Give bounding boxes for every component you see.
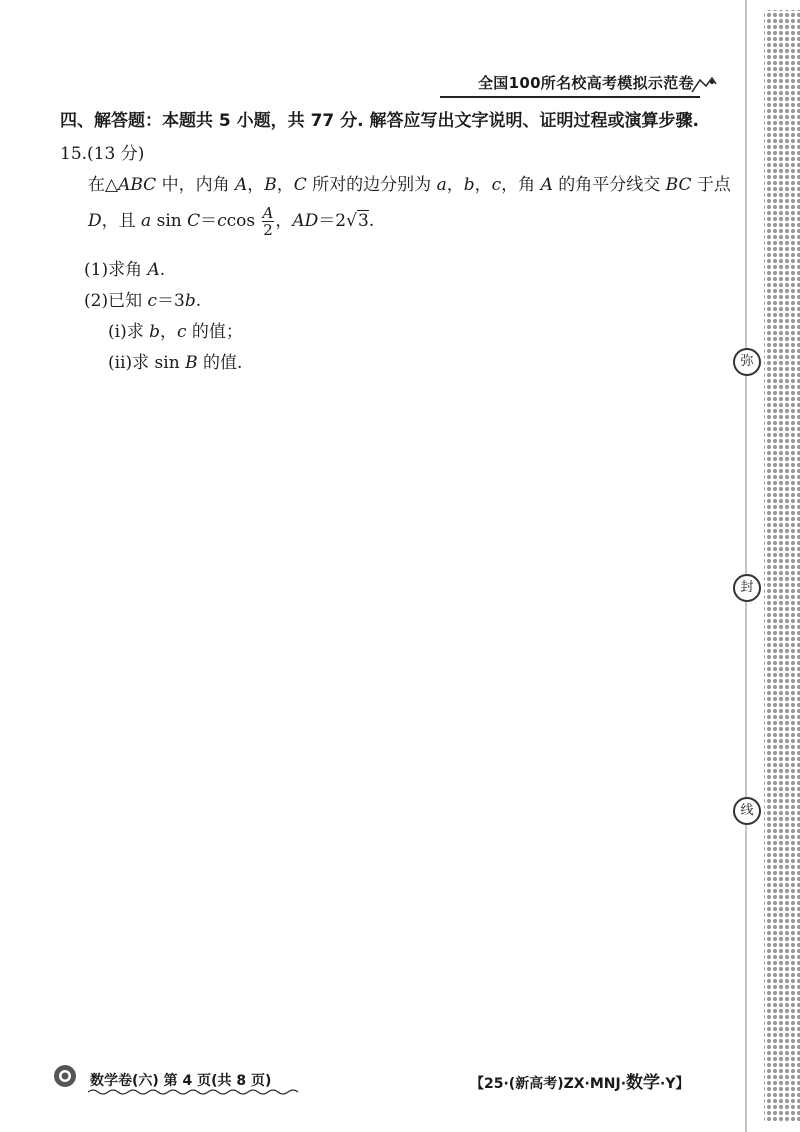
- part-2-i-comma: ，: [160, 322, 177, 342]
- binding-mark-seal: 弥: [733, 348, 761, 376]
- stem-comma: ，: [247, 175, 265, 195]
- var-c-angle: C: [293, 175, 307, 195]
- var-triangle-abc: ABC: [118, 175, 157, 195]
- var-a-angle: A: [234, 175, 248, 195]
- header-title: 全国100所名校高考模拟示范卷: [478, 74, 694, 92]
- footer-wave-underline: [88, 1088, 303, 1096]
- part-2-end: .: [195, 291, 202, 311]
- question-number: [60, 139, 144, 164]
- var-c-side: c: [147, 291, 158, 311]
- stem-text: ，且: [101, 211, 142, 231]
- var-c-side: c: [491, 175, 502, 195]
- footer-code: 【25·(新高考)ZX·MNJ·: [470, 1076, 627, 1092]
- part-2-ii: [108, 348, 242, 373]
- var-a-side: a: [141, 211, 152, 231]
- question-points: (13 分): [87, 144, 145, 164]
- sin-function: sin: [156, 211, 188, 231]
- var-d: D: [88, 211, 102, 231]
- var-c-side: c: [177, 322, 187, 342]
- stem-comma: ，: [276, 175, 294, 195]
- stem-text: 在△: [88, 175, 119, 195]
- binding-strip: [742, 0, 800, 1132]
- half-angle-fraction: [262, 205, 275, 238]
- var-b-angle: B: [185, 353, 198, 373]
- part-1-label: (1)求角: [84, 260, 148, 280]
- sqrt-argument: 3: [357, 211, 369, 231]
- stem-comma: ，: [474, 175, 492, 195]
- part-2-ii-end: 的值.: [197, 353, 243, 373]
- var-c-angle: C: [187, 211, 201, 231]
- header-rule: [440, 96, 700, 98]
- stem-text: 于点: [691, 175, 731, 195]
- footer-code-end: ·Y】: [660, 1076, 690, 1092]
- var-a-angle: A: [540, 175, 553, 195]
- sqrt-icon: √: [346, 211, 357, 231]
- part-2-equals: ＝3: [157, 291, 185, 311]
- part-2-label: (2)已知: [84, 291, 148, 311]
- footer-logo-icon: [52, 1063, 78, 1089]
- part-1: [84, 255, 165, 280]
- stem-comma: ，: [446, 175, 464, 195]
- part-2-ii-label: (ⅱ)求 sin: [108, 353, 186, 373]
- stem-line-1: [88, 170, 731, 195]
- part-2: [84, 286, 201, 311]
- stem-text: ，角: [501, 175, 541, 195]
- question-number-label: 15.: [60, 144, 88, 164]
- var-bc: BC: [665, 175, 692, 195]
- var-a-side: a: [436, 175, 447, 195]
- footer-subject: 数学: [626, 1073, 661, 1093]
- var-b-side: b: [149, 322, 160, 342]
- footer-page-info: 数学卷(六) 第 4 页(共 8 页): [90, 1073, 272, 1089]
- var-b-angle: B: [264, 175, 277, 195]
- part-2-i: [108, 317, 243, 342]
- fraction-numerator: A: [262, 204, 274, 222]
- cos-function: cos: [226, 211, 261, 231]
- stem-text: 所对的边分别为: [306, 175, 437, 195]
- stem-text: 中，内角: [156, 175, 235, 195]
- stem-text: 的角平分线交: [552, 175, 666, 195]
- header-ornament-icon: [690, 72, 718, 94]
- part-2-i-end: 的值；: [186, 322, 243, 342]
- var-b-side: b: [184, 291, 196, 311]
- stem-period: .: [368, 211, 375, 231]
- fraction-denominator: 2: [263, 221, 273, 239]
- section-heading: 四、解答题：本题共 5 小题，共 77 分. 解答应写出文字说明、证明过程或演算步骤.: [60, 111, 699, 131]
- part-1-end: .: [159, 260, 166, 280]
- footer-paper-code: [470, 1068, 690, 1093]
- stem-line-2: [88, 205, 374, 238]
- stem-comma: ，: [275, 211, 293, 231]
- binding-mark-line: 线: [733, 797, 761, 825]
- part-2-i-label: (ⅰ)求: [108, 322, 150, 342]
- equals-sign: ＝: [200, 211, 218, 231]
- var-c-side: c: [217, 211, 227, 231]
- var-a-angle: A: [147, 260, 160, 280]
- var-ad: AD: [292, 211, 319, 231]
- binding-mark-close: 封: [733, 574, 761, 602]
- var-b-side: b: [463, 175, 475, 195]
- ad-value: ＝2: [318, 211, 347, 231]
